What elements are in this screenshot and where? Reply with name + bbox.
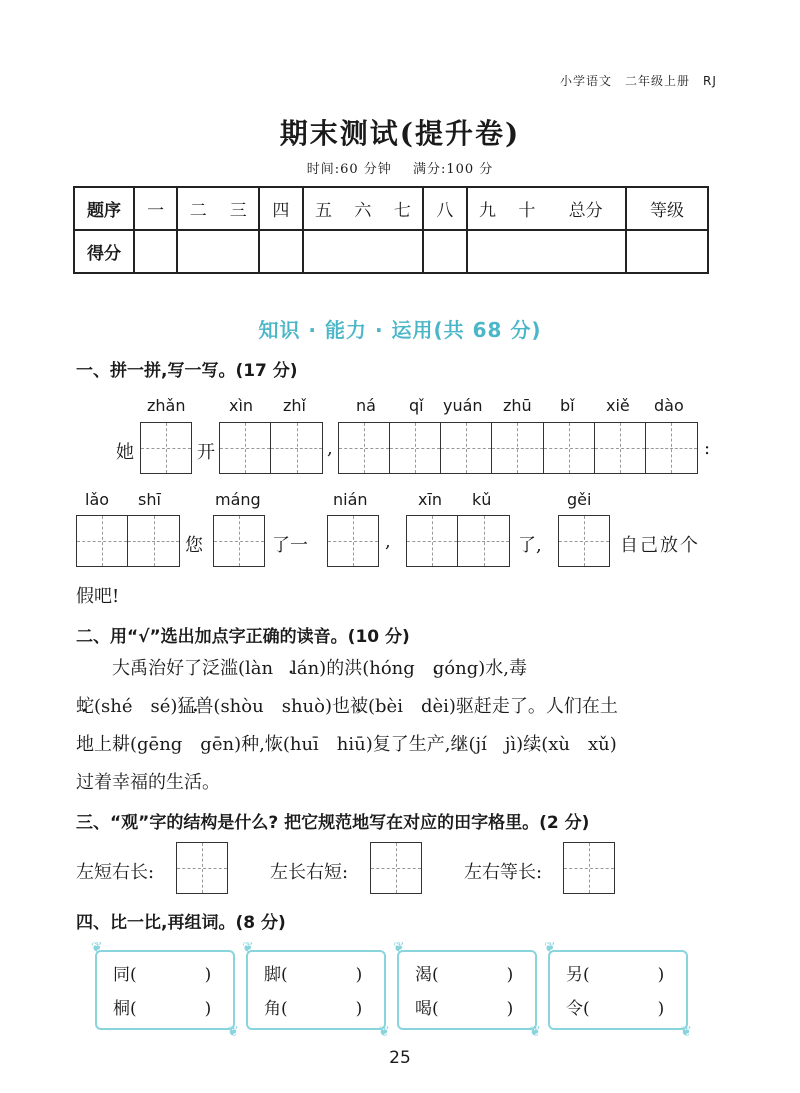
score-cell[interactable]: [467, 230, 508, 273]
section-banner: 知识 · 能力 · 运用(共 68 分): [258, 318, 542, 342]
writing-grid[interactable]: [213, 515, 265, 567]
pinyin: xìn: [229, 396, 254, 415]
flourish-icon: ❦: [227, 1024, 239, 1040]
dotted-char: 泛: [202, 658, 220, 679]
score-col-1: 一: [134, 187, 177, 230]
pinyin: kǔ: [472, 490, 492, 509]
text: (gēng gēn)种,: [130, 734, 265, 755]
word-pair-box: [393, 940, 541, 1040]
q2-line-1: [112, 650, 527, 688]
word-pair-box: [544, 940, 692, 1040]
q3-option-label: 左长右短:: [270, 862, 349, 883]
writing-grid[interactable]: [370, 842, 422, 894]
text-char: ,: [385, 531, 391, 552]
score-cell[interactable]: [218, 230, 259, 273]
q2-title: 二、用“√”选出加点字正确的读音。(10 分): [76, 627, 410, 647]
q4-title: 四、比一比,再组词。(8 分): [76, 913, 286, 933]
score-cell[interactable]: [134, 230, 177, 273]
text-char: 了一: [272, 535, 308, 556]
text: (shé sé): [94, 696, 178, 717]
dotted-char: 续: [523, 734, 542, 755]
text-char: 开: [197, 442, 215, 463]
writing-grid[interactable]: [327, 515, 379, 567]
pinyin: yuán: [443, 396, 483, 415]
writing-grid[interactable]: [76, 515, 180, 567]
pinyin: zhū: [503, 396, 532, 415]
pinyin: zhǐ: [283, 396, 306, 415]
score-col-3: 三: [218, 187, 259, 230]
score-cell[interactable]: [259, 230, 302, 273]
word-pair-box: [242, 940, 390, 1040]
score-cell[interactable]: [344, 230, 383, 273]
row-label-order: 题序: [74, 187, 134, 230]
pinyin: xiě: [606, 396, 630, 415]
pinyin: nián: [333, 490, 368, 509]
text: 大禹治好了: [112, 658, 202, 679]
text: 地上: [76, 734, 112, 755]
score-col-total: 总分: [546, 187, 626, 230]
flourish-icon: ❦: [680, 1024, 692, 1040]
word-item[interactable]: 另( ): [566, 965, 665, 985]
full-score: 满分:100 分: [412, 162, 494, 177]
time-limit: 时间:60 分钟: [306, 162, 392, 177]
flourish-icon: ❦: [544, 940, 556, 956]
dotted-char: 被: [350, 696, 368, 717]
score-col-8: 八: [423, 187, 466, 230]
writing-grid[interactable]: [219, 422, 323, 474]
score-cell[interactable]: [546, 230, 626, 273]
flourish-icon: ❦: [529, 1024, 541, 1040]
dotted-char: (làn lán)的 •: [238, 658, 344, 679]
writing-grid[interactable]: [338, 422, 698, 474]
page-title: 期末测试(提升卷): [279, 117, 521, 150]
score-cell[interactable]: [382, 230, 423, 273]
writing-grid[interactable]: [558, 515, 610, 567]
text: 滥: [220, 658, 238, 679]
writing-grid[interactable]: [140, 422, 192, 474]
header-tag: 小学语文 二年级上册 RJ: [560, 74, 717, 88]
page-number: 25: [389, 1048, 411, 1068]
q2-line-3: [76, 726, 617, 764]
pinyin: ná: [356, 396, 376, 415]
score-col-2: 二: [177, 187, 218, 230]
score-col-6: 六: [344, 187, 383, 230]
word-item[interactable]: 同( ): [113, 965, 212, 985]
text: (shòu shuò)也: [213, 696, 350, 717]
score-cell[interactable]: [303, 230, 344, 273]
word-item[interactable]: 桐( ): [113, 999, 212, 1019]
subtitle: [0, 158, 800, 177]
text-char: 她: [116, 442, 134, 463]
score-col-5: 五: [303, 187, 344, 230]
score-col-4: 四: [259, 187, 302, 230]
q3-option-label: 左短右长:: [76, 862, 155, 883]
dotted-char: 猛兽: [177, 696, 214, 717]
text-char: ,: [327, 438, 333, 459]
pinyin: xīn: [418, 490, 443, 509]
score-col-7: 七: [382, 187, 423, 230]
text: 过着幸福的生活。: [76, 772, 220, 793]
word-item[interactable]: 脚( ): [264, 965, 363, 985]
row-label-score: 得分: [74, 230, 134, 273]
q2-line-2: [76, 688, 618, 726]
text: (jí jì): [468, 734, 524, 755]
word-item[interactable]: 渴( ): [415, 965, 514, 985]
q2-line-4: [76, 764, 220, 802]
pinyin: shī: [138, 490, 161, 509]
pinyin: dào: [654, 396, 684, 415]
word-item[interactable]: 角( ): [264, 999, 363, 1019]
word-pair-box: [91, 940, 239, 1040]
text-line: 假吧!: [76, 586, 120, 607]
dotted-char: 蛇: [76, 696, 94, 717]
writing-grid[interactable]: [563, 842, 615, 894]
score-cell[interactable]: [177, 230, 218, 273]
score-cell[interactable]: [508, 230, 547, 273]
pinyin: bǐ: [560, 396, 575, 415]
pinyin: lǎo: [85, 490, 110, 509]
score-cell[interactable]: [626, 230, 708, 273]
text: (xù xǔ): [541, 734, 617, 755]
dotted-char: 耕: [112, 734, 130, 755]
dotted-char: (hóng góng)水, •: [362, 658, 509, 679]
writing-grid[interactable]: [406, 515, 510, 567]
text: 洪: [344, 658, 363, 679]
score-col-grade: 等级: [626, 187, 708, 230]
writing-grid[interactable]: [176, 842, 228, 894]
word-item[interactable]: 喝( ): [415, 999, 514, 1019]
q3-title: 三、“观”字的结构是什么? 把它规范地写在对应的田字格里。(2 分): [76, 813, 590, 833]
q3-option-label: 左右等长:: [464, 862, 543, 883]
text: 毒: [509, 658, 528, 679]
flourish-icon: ❦: [242, 940, 254, 956]
text-char: 了,: [518, 535, 542, 556]
pinyin: máng: [215, 490, 261, 509]
pinyin: zhǎn: [147, 396, 186, 415]
score-col-10: 十: [508, 187, 547, 230]
score-cell[interactable]: [423, 230, 466, 273]
pinyin: qǐ: [409, 396, 424, 415]
flourish-icon: ❦: [393, 940, 405, 956]
score-col-9: 九: [467, 187, 508, 230]
text: (bèi dèi)驱赶走了。人们在土: [368, 696, 618, 717]
text-char: :: [704, 438, 711, 459]
dotted-char: 继: [450, 734, 469, 755]
text-char: 自己放个: [620, 535, 700, 556]
dotted-char: 恢: [264, 734, 283, 755]
flourish-icon: ❦: [91, 940, 103, 956]
word-item[interactable]: 令( ): [566, 999, 665, 1019]
pinyin: gěi: [567, 490, 592, 509]
score-table: [73, 186, 709, 274]
text-char: 您: [185, 535, 203, 556]
q1-title: 一、拼一拼,写一写。(17 分): [76, 361, 298, 381]
flourish-icon: ❦: [378, 1024, 390, 1040]
text: (huī hiū)复了生产,: [282, 734, 451, 755]
